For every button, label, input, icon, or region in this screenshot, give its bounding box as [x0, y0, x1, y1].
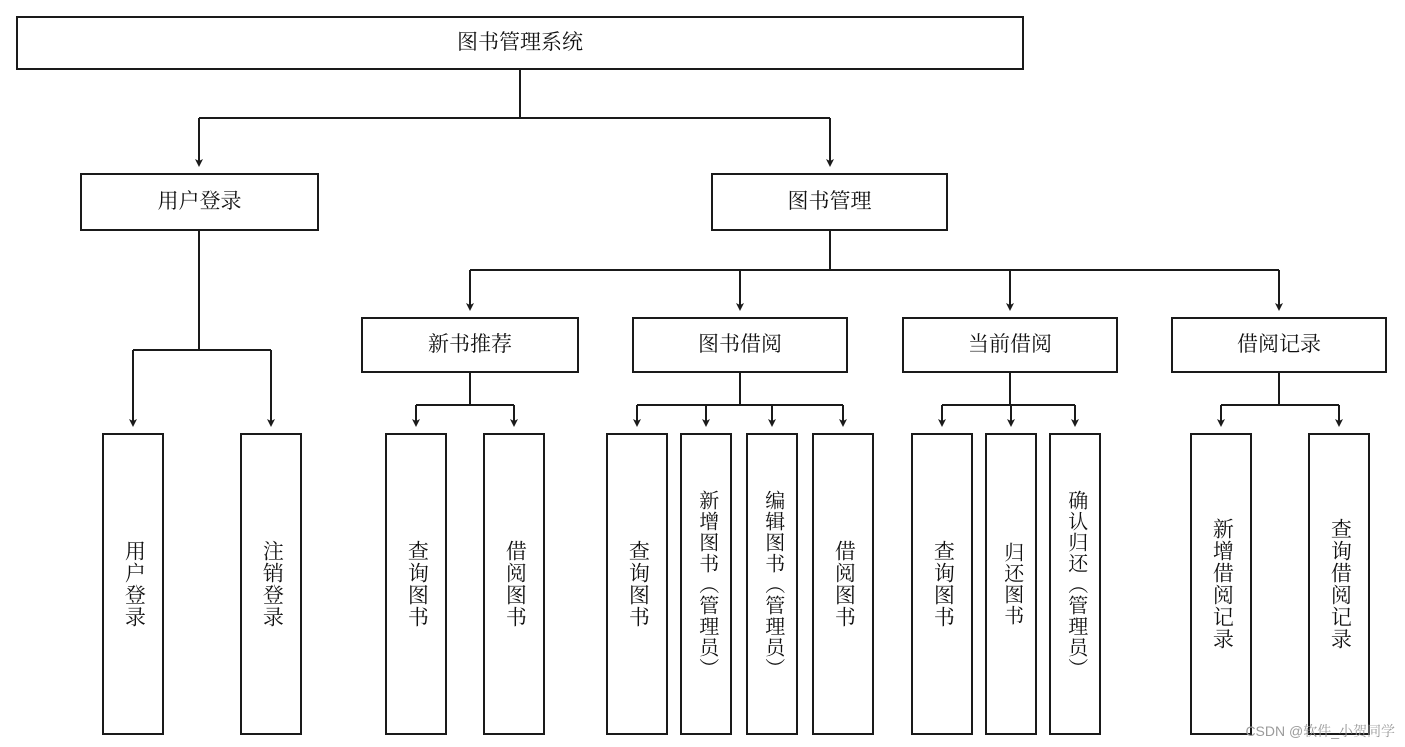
diagram-node-newbook: 新书推荐	[361, 317, 579, 373]
diagram-node-b1: 查询图书	[606, 433, 668, 735]
watermark: CSDN @软件_小贺同学	[1245, 723, 1395, 739]
diagram-node-c3: 确认归还（管理员）	[1049, 433, 1101, 735]
diagram-node-n2: 借阅图书	[483, 433, 545, 735]
diagram-node-c1: 查询图书	[911, 433, 973, 735]
diagram-node-l1: 用户登录	[102, 433, 164, 735]
diagram-node-c2: 归还图书	[985, 433, 1037, 735]
diagram-node-login: 用户登录	[80, 173, 319, 231]
diagram-node-b3: 编辑图书（管理员）	[746, 433, 798, 735]
diagram-node-root: 图书管理系统	[16, 16, 1024, 70]
diagram-node-b2: 新增图书（管理员）	[680, 433, 732, 735]
diagram-node-records: 借阅记录	[1171, 317, 1387, 373]
diagram-node-b4: 借阅图书	[812, 433, 874, 735]
diagram-node-borrow: 图书借阅	[632, 317, 848, 373]
diagram-node-current: 当前借阅	[902, 317, 1118, 373]
diagram-node-l2: 注销登录	[240, 433, 302, 735]
diagram-node-n1: 查询图书	[385, 433, 447, 735]
diagram-node-r2: 查询借阅记录	[1308, 433, 1370, 735]
diagram-node-r1: 新增借阅记录	[1190, 433, 1252, 735]
diagram-node-bookmgmt: 图书管理	[711, 173, 948, 231]
